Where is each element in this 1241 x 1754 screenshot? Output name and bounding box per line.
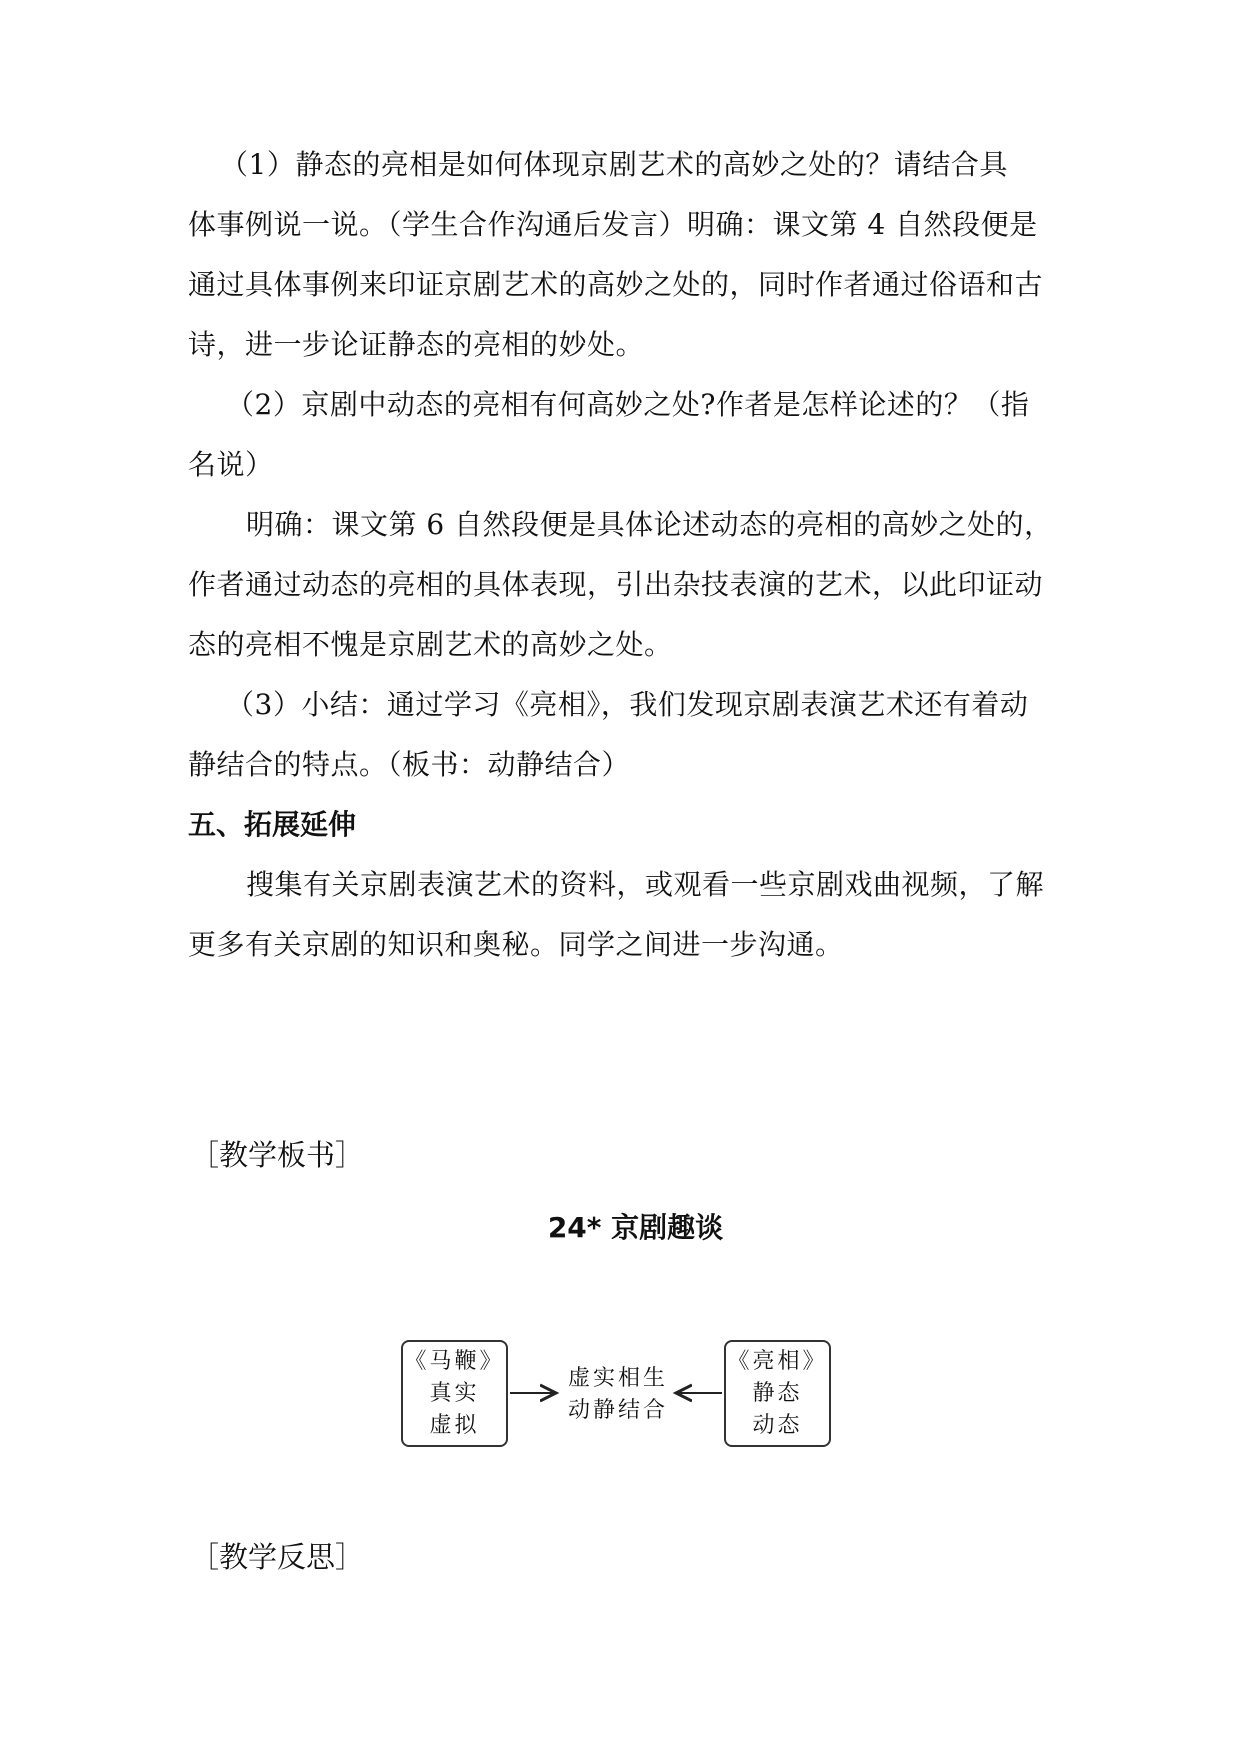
center-line-1: 虚实相生 <box>567 1366 668 1391</box>
board-heading: ［教学板书］ <box>190 1138 365 1172</box>
q1-line-2: 体事例说一说。（学生合作沟通后发言）明确：课文第 4 自然段便是 <box>188 208 1038 241</box>
section-5-line-1: 搜集有关京剧表演艺术的资料，或观看一些京剧戏曲视频，了解 <box>246 868 1045 901</box>
q1-line-4: 诗，进一步论证静态的亮相的妙处。 <box>188 328 645 361</box>
section-5-line-2: 更多有关京剧的知识和奥秘。同学之间进一步沟通。 <box>188 928 844 961</box>
center-line-2: 动静结合 <box>567 1398 668 1423</box>
q3-line-1: （3）小结：通过学习《亮相》，我们发现京剧表演艺术还有着动 <box>226 688 1029 721</box>
left-box-item-virtual: 虚拟 <box>429 1412 480 1438</box>
right-box-item-static: 静态 <box>752 1380 803 1406</box>
q1-line-3: 通过具体事例来印证京剧艺术的高妙之处的，同时作者通过俗语和古 <box>188 268 1044 301</box>
right-box-item-dynamic: 动态 <box>752 1412 803 1438</box>
left-box-item-real: 真实 <box>429 1380 480 1406</box>
q2-line-2: 名说） <box>188 448 274 481</box>
left-box-title: 《马鞭》 <box>404 1348 505 1374</box>
right-box-title: 《亮相》 <box>727 1348 828 1374</box>
q2-line-1: （2）京剧中动态的亮相有何高妙之处?作者是怎样论述的？（指 <box>226 388 1030 421</box>
a2-line-3: 态的亮相不愧是京剧艺术的高妙之处。 <box>188 628 673 661</box>
q1-line-1: （1）静态的亮相是如何体现京剧艺术的高妙之处的？请结合具 <box>220 148 1008 181</box>
section-5-heading: 五、拓展延伸 <box>188 808 357 841</box>
q3-line-2: 静结合的特点。（板书：动静结合） <box>188 748 631 781</box>
a2-line-2: 作者通过动态的亮相的具体表现，引出杂技表演的艺术，以此印证动 <box>188 568 1044 601</box>
reflection-heading: ［教学反思］ <box>190 1540 365 1574</box>
board-title: 24* 京剧趣谈 <box>547 1211 724 1244</box>
a2-line-1: 明确：课文第 6 自然段便是具体论述动态的亮相的高妙之处的， <box>246 508 1053 541</box>
